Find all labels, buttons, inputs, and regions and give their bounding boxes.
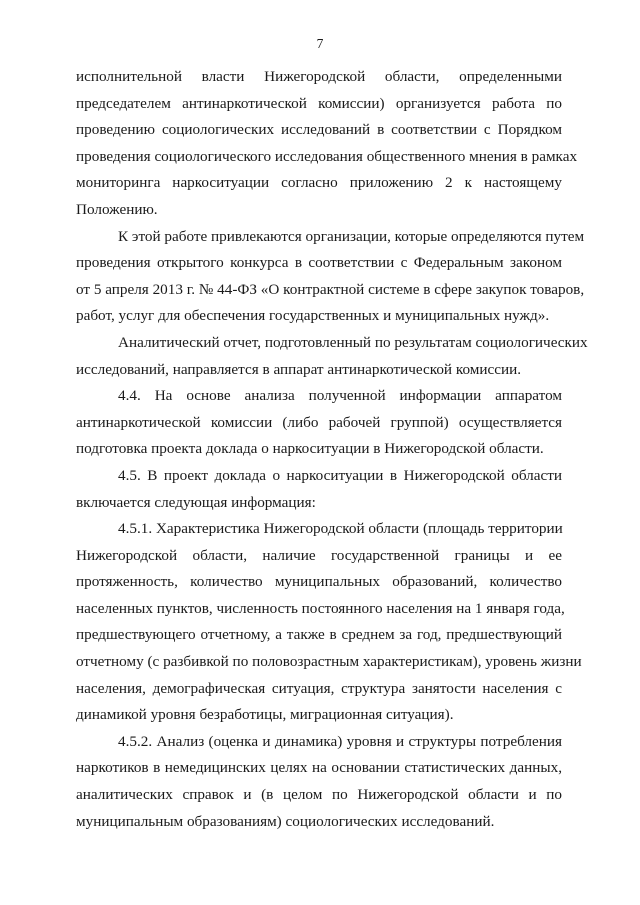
text-line: отчетному (с разбивкой по половозрастным характеристикам), уровень жизни <box>76 653 582 671</box>
text-line: от 5 апреля 2013 г. № 44-ФЗ «О контрактной системе в сфере закупок товаров, <box>76 280 585 298</box>
text-line: К этой работе привлекаются организации, которые определяются путем <box>118 227 585 245</box>
paragraph-section-4-4 <box>76 383 562 463</box>
text-line: исследований, направляется в аппарат антинаркотической комиссии. <box>76 360 522 378</box>
text-line: Аналитический отчет, подготовленный по результатам социологических <box>118 333 588 351</box>
paragraph-continuation <box>76 64 578 224</box>
text-line: исполнительной власти Нижегородской области, определенными <box>76 68 562 85</box>
text-line: Нижегородской области, наличие государственной границы и ее <box>76 546 562 564</box>
text-line: протяженность, количество муниципальных образований, количество <box>76 573 562 591</box>
text-line: населения, демографическая ситуация, структура занятости населения с <box>76 679 562 697</box>
text-line: мониторинга наркоситуации согласно приложению 2 к настоящему <box>76 174 562 192</box>
text-line: проведения социологического исследования общественного мнения в рамках <box>76 147 578 165</box>
text-line: предшествующего отчетному, а также в среднем за год, предшествующий <box>76 626 562 644</box>
text-line: 4.5. В проект доклада о наркоситуации в Нижегородской области <box>118 466 562 484</box>
text-line: антинаркотической комиссии (либо рабочей группой) осуществляется <box>76 413 562 431</box>
paragraph-section-4-5-2 <box>76 729 562 835</box>
paragraph-section-4-5 <box>76 463 562 516</box>
text-line: динамикой уровня безработицы, миграционная ситуация). <box>76 706 454 724</box>
paragraph-analytic-report <box>76 330 588 383</box>
text-line: 4.5.2. Анализ (оценка и динамика) уровня и структуры потребления <box>118 732 562 750</box>
paragraph-section-4-5-1 <box>76 516 582 729</box>
text-line: проведению социологических исследований в соответствии с Порядком <box>76 121 562 139</box>
text-line: 4.5.1. Характеристика Нижегородской области (площадь территории <box>118 520 563 538</box>
text-line: работ, услуг для обеспечения государственных и муниципальных нужд». <box>76 307 550 325</box>
text-line: подготовка проекта доклада о наркоситуации в Нижегородской области. <box>76 440 544 458</box>
text-line: аналитических справок и (в целом по Нижегородской области и по <box>76 786 562 804</box>
text-line: наркотиков в немедицинских целях на основании статистических данных, <box>76 759 562 777</box>
text-line: председателем антинаркотической комиссии) организуется работа по <box>76 94 562 112</box>
text-line: муниципальным образованиям) социологических исследований. <box>76 812 495 830</box>
page-number: 7 <box>316 36 324 51</box>
text-line: включается следующая информация: <box>76 493 316 511</box>
text-line: проведения открытого конкурса в соответствии с Федеральным законом <box>76 254 562 272</box>
document-body <box>76 64 588 835</box>
text-line: Положению. <box>76 200 158 218</box>
text-line: населенных пунктов, численность постоянного населения на 1 января года, <box>76 599 565 617</box>
text-line: 4.4. На основе анализа полученной информации аппаратом <box>118 387 562 405</box>
paragraph-contractors <box>76 224 585 330</box>
